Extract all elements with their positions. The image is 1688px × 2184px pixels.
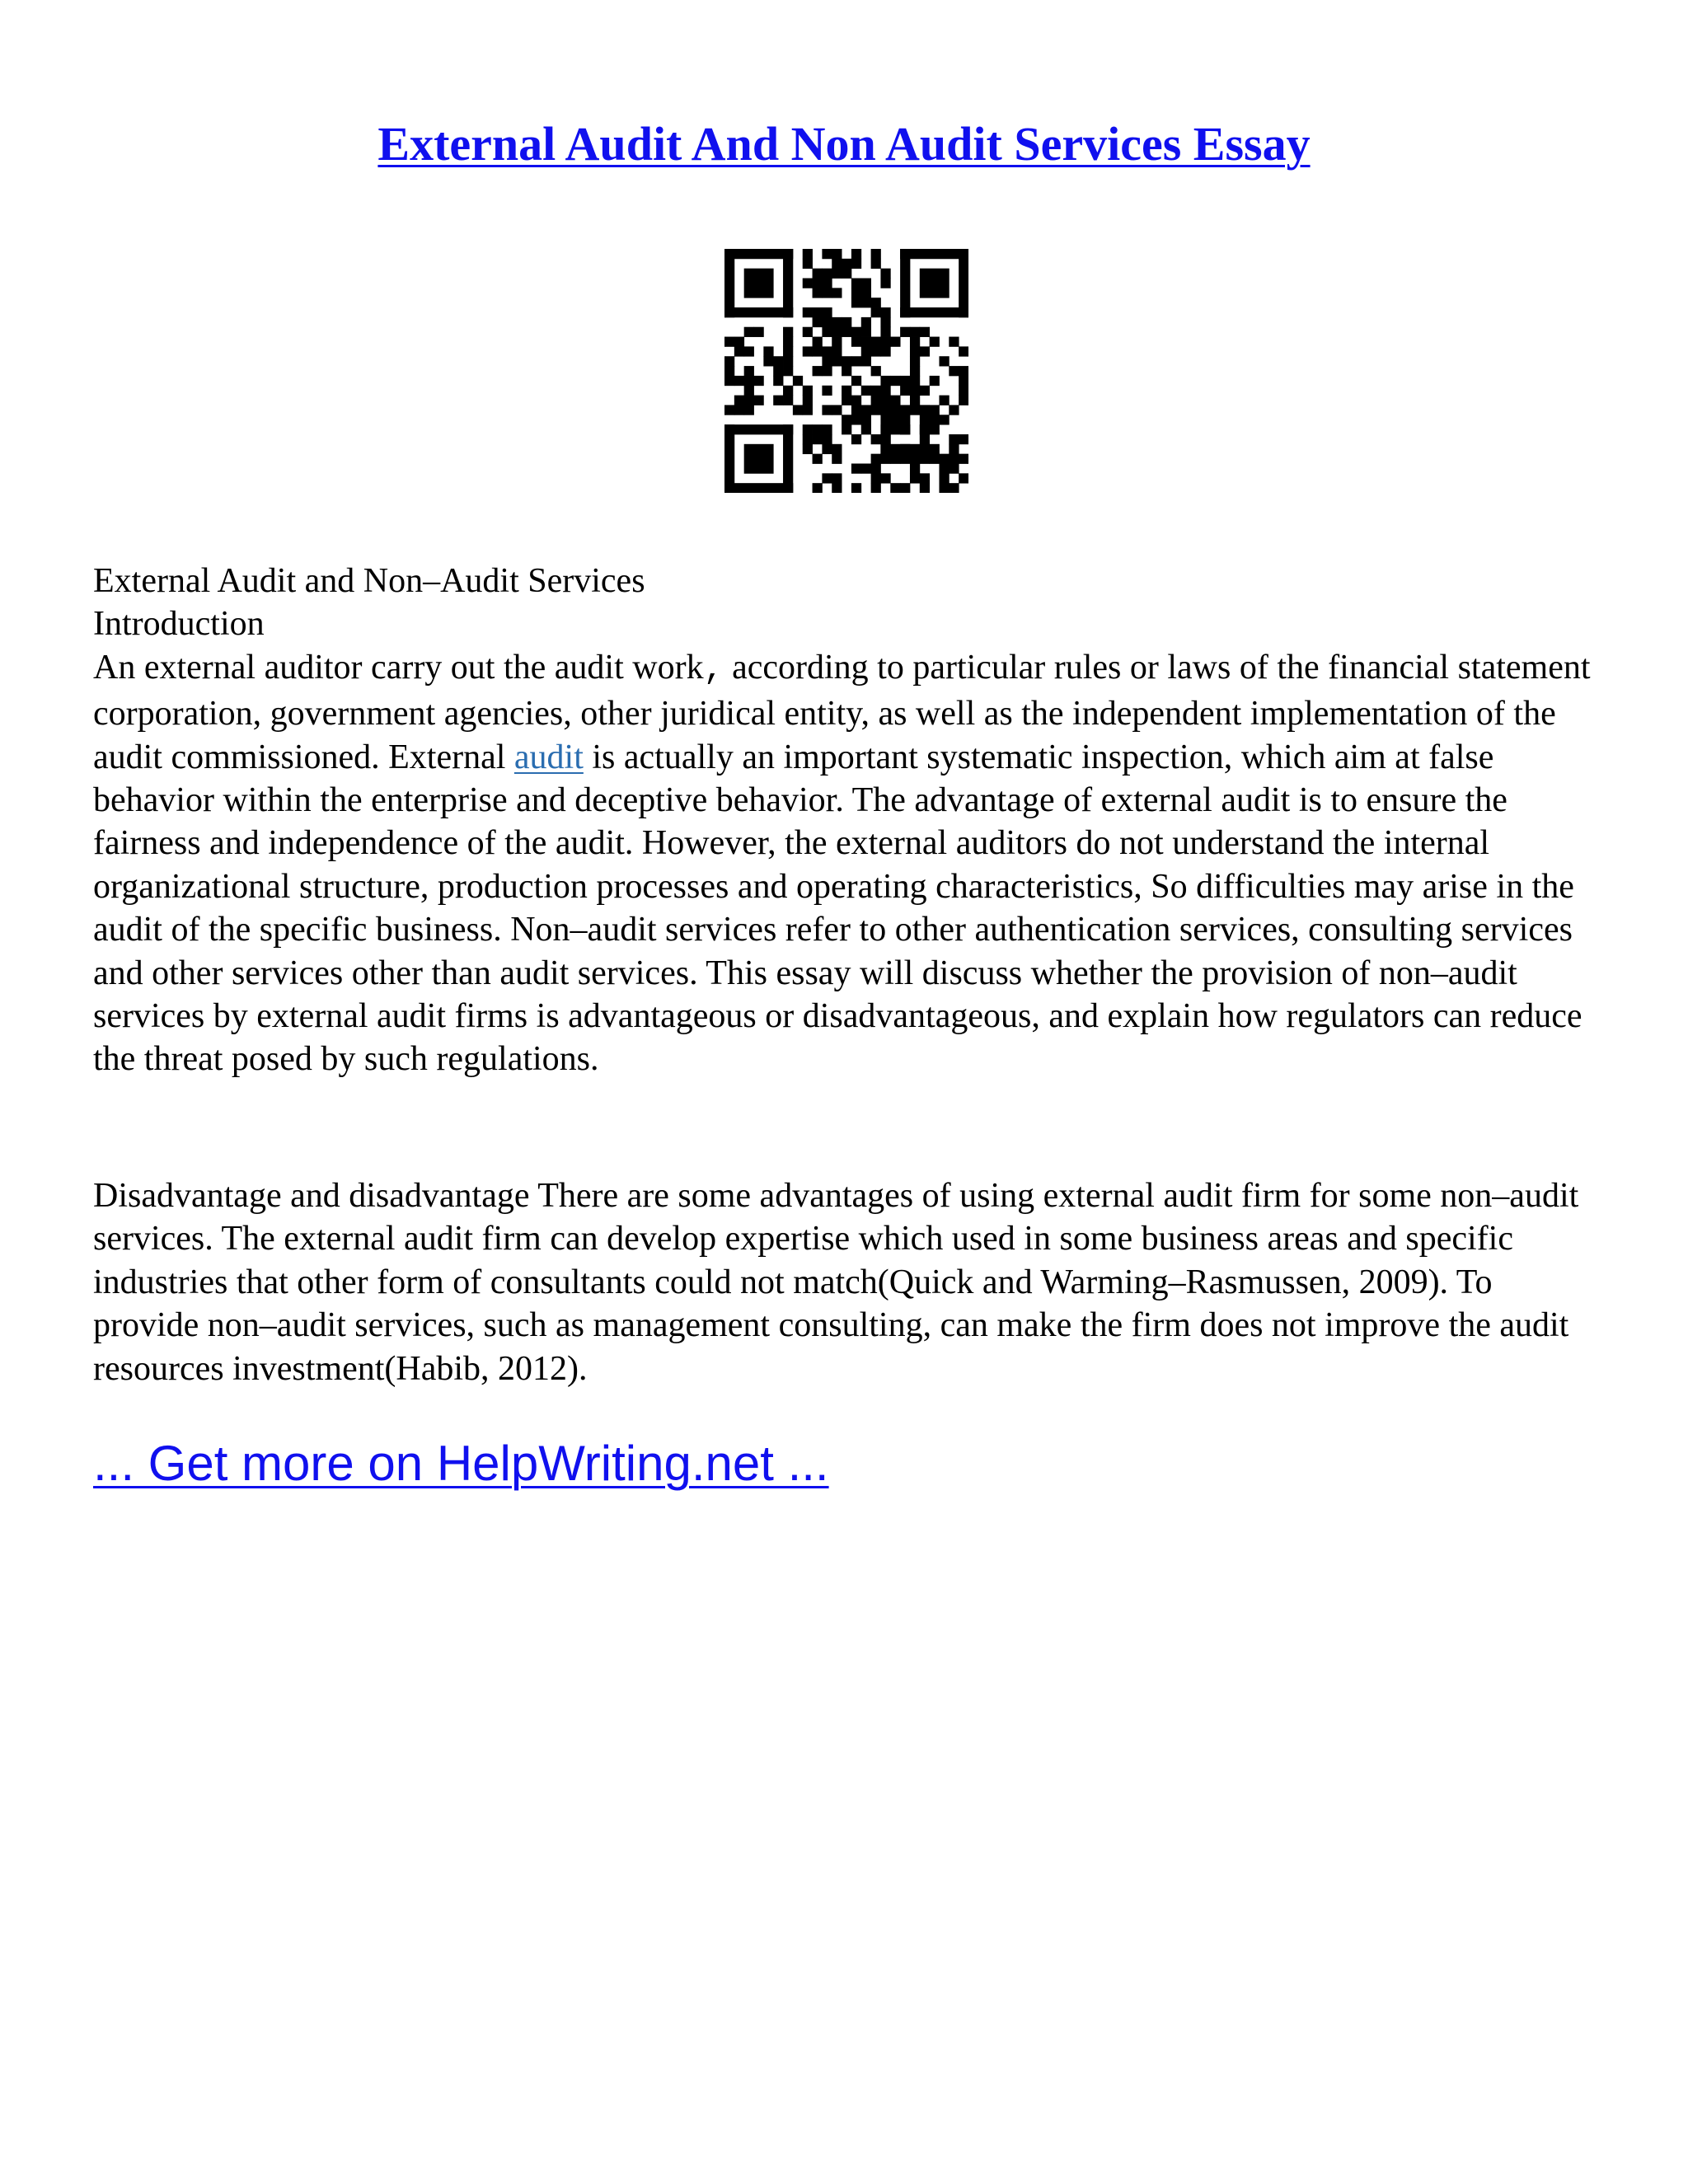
essay-heading: External Audit and Non–Audit Services (93, 562, 645, 600)
intro-text-part-1: An external auditor carry out the audit work (93, 648, 704, 687)
page-title-link[interactable]: External Audit And Non Audit Services Essay (377, 117, 1311, 171)
qr-code-image (724, 249, 968, 493)
advantages-paragraph: Disadvantage and disadvantage There are some advantages of using external audit firm for some non–audit services. The external audit firm can develop expertise which used in some business areas and specific industries that other form of consultants could not match(Quick and Warming–Rasmussen, 2009). To provide non–audit services, such as management consulting, can make the firm does not improve the audit resources investment(Habib, 2012). (93, 1177, 1579, 1388)
qr-code-graphic (724, 249, 968, 493)
audit-link[interactable]: audit (513, 738, 584, 776)
intro-paragraph (93, 646, 1601, 1081)
intro-comma: , (703, 651, 724, 689)
intro-block (93, 560, 1601, 1081)
intro-text-part-3: is actually an important systematic inspection, which aim at false behavior within the enterprise and deceptive behavior. The advantage of external audit is to ensure the fairness and independence of the audit. However, the external auditors do not understand the internal organizational structure, production processes and operating characteristics, So difficulties may arise in the audit of the specific business. Non–audit services refer to other authentication services, consulting services and other services other than audit services. This essay will discuss whether the provision of non–audit services by external audit firms is advantageous or disadvantageous, and explain how regulators can reduce the threat posed by such regulations. (93, 738, 1582, 1079)
section-label: Introduction (93, 605, 265, 644)
intro-text-part-2: according to particular rules or laws of the financial statement corporation, government agencies, other juridical entity, as well as the independent implementation of the audit commissioned. External (93, 648, 1591, 776)
get-more-link[interactable]: ... Get more on HelpWriting.net ... (93, 1436, 829, 1491)
